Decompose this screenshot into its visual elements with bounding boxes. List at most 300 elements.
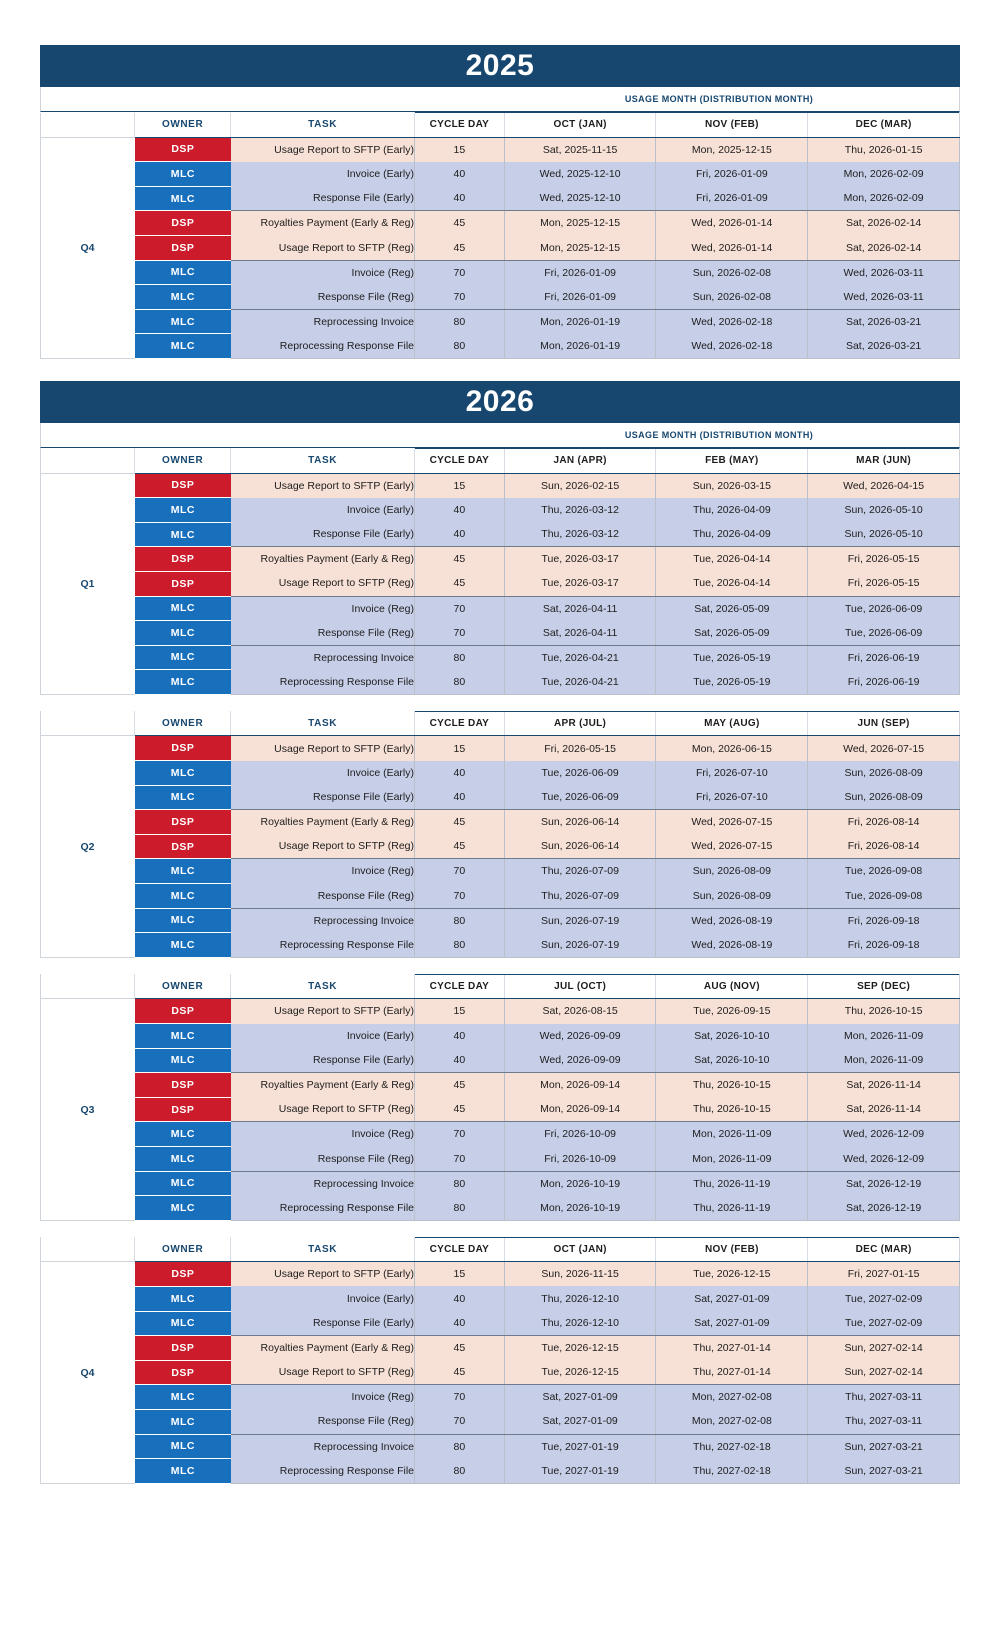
date-cell: Tue, 2026-09-08 [808, 884, 960, 909]
date-cell: Sat, 2026-11-14 [808, 1073, 960, 1098]
section-gap [0, 359, 1000, 381]
date-cell: Thu, 2026-04-09 [656, 522, 808, 547]
table-row [41, 785, 960, 810]
cycle-day-value: 40 [415, 761, 505, 786]
date-cell: Wed, 2026-04-15 [808, 473, 960, 498]
task-label: Royalties Payment (Early & Reg) [231, 547, 415, 572]
cycle-day-value: 70 [415, 596, 505, 621]
table-row [41, 859, 960, 884]
owner-tag: DSP [135, 211, 231, 236]
date-cell: Tue, 2026-06-09 [504, 785, 656, 810]
date-cell: Tue, 2026-09-08 [808, 859, 960, 884]
table-row [41, 1122, 960, 1147]
date-cell: Fri, 2026-09-18 [808, 908, 960, 933]
date-cell: Sat, 2027-01-09 [504, 1409, 656, 1434]
date-cell: Mon, 2027-02-08 [656, 1409, 808, 1434]
owner-tag: MLC [135, 1385, 231, 1410]
date-cell: Tue, 2026-12-15 [656, 1262, 808, 1287]
owner-tag: MLC [135, 1459, 231, 1484]
cycle-day-value: 45 [415, 810, 505, 835]
table-row [41, 645, 960, 670]
date-cell: Sun, 2026-05-10 [808, 498, 960, 523]
owner-tag: MLC [135, 162, 231, 187]
cycle-day-value: 80 [415, 1171, 505, 1196]
date-cell: Sun, 2026-02-08 [656, 260, 808, 285]
owner-tag: MLC [135, 285, 231, 310]
owner-tag: MLC [135, 260, 231, 285]
date-cell: Wed, 2026-12-09 [808, 1122, 960, 1147]
owner-tag: MLC [135, 884, 231, 909]
task-label: Usage Report to SFTP (Early) [231, 137, 415, 162]
date-cell: Sat, 2026-12-19 [808, 1196, 960, 1221]
column-header-month-3: DEC (MAR) [808, 1237, 960, 1262]
date-cell: Sat, 2026-05-09 [656, 621, 808, 646]
date-cell: Thu, 2027-02-18 [656, 1459, 808, 1484]
date-cell: Thu, 2026-03-12 [504, 498, 656, 523]
date-cell: Wed, 2026-01-14 [656, 211, 808, 236]
quarter-label: Q4 [41, 1262, 135, 1483]
task-label: Usage Report to SFTP (Reg) [231, 1097, 415, 1122]
table-row [41, 1097, 960, 1122]
owner-tag: DSP [135, 834, 231, 859]
date-cell: Tue, 2026-06-09 [808, 596, 960, 621]
schedule-table [40, 1237, 960, 1484]
column-header-owner: OWNER [135, 711, 231, 736]
date-cell: Fri, 2026-07-10 [656, 761, 808, 786]
date-cell: Thu, 2026-12-10 [504, 1311, 656, 1336]
table-row [41, 1171, 960, 1196]
table-row [41, 933, 960, 958]
table-row [41, 186, 960, 211]
date-cell: Tue, 2026-12-15 [504, 1336, 656, 1361]
column-header-month-2: NOV (FEB) [656, 1237, 808, 1262]
cycle-day-value: 80 [415, 645, 505, 670]
owner-tag: MLC [135, 859, 231, 884]
date-cell: Mon, 2026-02-09 [808, 162, 960, 187]
date-cell: Fri, 2026-08-14 [808, 810, 960, 835]
date-cell: Sat, 2026-02-14 [808, 211, 960, 236]
task-label: Usage Report to SFTP (Early) [231, 1262, 415, 1287]
date-cell: Wed, 2026-08-19 [656, 908, 808, 933]
date-cell: Thu, 2027-03-11 [808, 1385, 960, 1410]
table-header-row [41, 448, 960, 473]
date-cell: Wed, 2026-07-15 [808, 736, 960, 761]
task-label: Reprocessing Response File [231, 1196, 415, 1221]
date-cell: Mon, 2025-12-15 [504, 211, 656, 236]
cycle-day-value: 80 [415, 309, 505, 334]
task-label: Response File (Reg) [231, 285, 415, 310]
date-cell: Wed, 2026-09-09 [504, 1048, 656, 1073]
date-cell: Sun, 2026-08-09 [656, 884, 808, 909]
cycle-day-value: 70 [415, 1409, 505, 1434]
table-row [41, 1146, 960, 1171]
cycle-day-value: 70 [415, 260, 505, 285]
table-row [41, 522, 960, 547]
date-cell: Sun, 2027-03-21 [808, 1459, 960, 1484]
owner-tag: DSP [135, 235, 231, 260]
owner-tag: DSP [135, 547, 231, 572]
task-label: Invoice (Early) [231, 498, 415, 523]
column-header-month-2: NOV (FEB) [656, 113, 808, 138]
task-label: Usage Report to SFTP (Reg) [231, 235, 415, 260]
task-label: Usage Report to SFTP (Reg) [231, 571, 415, 596]
cycle-day-value: 45 [415, 235, 505, 260]
quarter-header-blank [41, 113, 135, 138]
column-header-owner: OWNER [135, 974, 231, 999]
table-row [41, 1360, 960, 1385]
date-cell: Tue, 2026-06-09 [504, 761, 656, 786]
table-row [41, 211, 960, 236]
date-cell: Sat, 2025-11-15 [504, 137, 656, 162]
date-cell: Mon, 2026-09-14 [504, 1097, 656, 1122]
date-cell: Sat, 2027-01-09 [504, 1385, 656, 1410]
task-label: Royalties Payment (Early & Reg) [231, 211, 415, 236]
owner-tag: MLC [135, 1146, 231, 1171]
date-cell: Thu, 2027-01-14 [656, 1336, 808, 1361]
schedule-table [40, 711, 960, 958]
task-label: Royalties Payment (Early & Reg) [231, 810, 415, 835]
owner-tag: DSP [135, 571, 231, 596]
column-header-month-1: APR (JUL) [504, 711, 656, 736]
column-header-month-3: JUN (SEP) [808, 711, 960, 736]
cycle-day-value: 80 [415, 1196, 505, 1221]
quarter-section-q4 [40, 1237, 960, 1484]
owner-tag: DSP [135, 810, 231, 835]
date-cell: Tue, 2027-01-19 [504, 1459, 656, 1484]
date-cell: Sat, 2026-08-15 [504, 999, 656, 1024]
date-cell: Fri, 2026-01-09 [504, 285, 656, 310]
task-label: Response File (Reg) [231, 1409, 415, 1434]
date-cell: Sat, 2026-02-14 [808, 235, 960, 260]
owner-tag: MLC [135, 186, 231, 211]
date-cell: Fri, 2026-06-19 [808, 670, 960, 695]
date-cell: Sun, 2026-02-15 [504, 473, 656, 498]
owner-tag: MLC [135, 1171, 231, 1196]
date-cell: Sat, 2027-01-09 [656, 1286, 808, 1311]
owner-tag: DSP [135, 1097, 231, 1122]
cycle-day-value: 40 [415, 498, 505, 523]
task-label: Response File (Reg) [231, 884, 415, 909]
table-row [41, 736, 960, 761]
date-cell: Tue, 2026-03-17 [504, 547, 656, 572]
date-cell: Thu, 2026-10-15 [808, 999, 960, 1024]
table-row [41, 810, 960, 835]
date-cell: Wed, 2026-07-15 [656, 810, 808, 835]
date-cell: Tue, 2026-04-14 [656, 547, 808, 572]
cycle-day-value: 45 [415, 1336, 505, 1361]
owner-tag: DSP [135, 137, 231, 162]
date-cell: Wed, 2026-08-19 [656, 933, 808, 958]
task-label: Response File (Early) [231, 1311, 415, 1336]
cycle-day-value: 70 [415, 1385, 505, 1410]
date-cell: Fri, 2026-01-09 [656, 162, 808, 187]
task-label: Usage Report to SFTP (Early) [231, 736, 415, 761]
owner-tag: MLC [135, 761, 231, 786]
date-cell: Sat, 2026-03-21 [808, 334, 960, 359]
column-header-task: TASK [231, 1237, 415, 1262]
quarter-section-q4 [40, 87, 960, 359]
date-cell: Sat, 2026-03-21 [808, 309, 960, 334]
usage-month-label: USAGE MONTH (DISTRIBUTION MONTH) [624, 429, 814, 440]
task-label: Royalties Payment (Early & Reg) [231, 1336, 415, 1361]
table-row [41, 1311, 960, 1336]
table-row [41, 1434, 960, 1459]
date-cell: Sun, 2026-05-10 [808, 522, 960, 547]
date-cell: Fri, 2026-05-15 [808, 547, 960, 572]
column-header-owner: OWNER [135, 448, 231, 473]
cycle-day-value: 80 [415, 670, 505, 695]
task-label: Invoice (Reg) [231, 260, 415, 285]
date-cell: Tue, 2027-02-09 [808, 1311, 960, 1336]
owner-tag: DSP [135, 999, 231, 1024]
column-header-month-1: JUL (OCT) [504, 974, 656, 999]
cycle-day-value: 45 [415, 1073, 505, 1098]
date-cell: Wed, 2026-12-09 [808, 1146, 960, 1171]
owner-tag: MLC [135, 1311, 231, 1336]
cycle-day-value: 15 [415, 1262, 505, 1287]
column-header-owner: OWNER [135, 113, 231, 138]
column-header-month-1: OCT (JAN) [504, 1237, 656, 1262]
cycle-day-value: 40 [415, 186, 505, 211]
column-header-owner: OWNER [135, 1237, 231, 1262]
cycle-day-value: 45 [415, 834, 505, 859]
cycle-day-value: 70 [415, 285, 505, 310]
task-label: Invoice (Early) [231, 1024, 415, 1049]
owner-tag: MLC [135, 933, 231, 958]
quarter-section-q3 [40, 974, 960, 1221]
date-cell: Wed, 2026-02-18 [656, 334, 808, 359]
schedule-table [40, 112, 960, 359]
cycle-day-value: 40 [415, 1311, 505, 1336]
owner-tag: MLC [135, 522, 231, 547]
table-row [41, 1286, 960, 1311]
quarter-section-q1 [40, 423, 960, 695]
task-label: Usage Report to SFTP (Early) [231, 999, 415, 1024]
cycle-day-value: 15 [415, 137, 505, 162]
owner-tag: MLC [135, 309, 231, 334]
cycle-day-value: 45 [415, 547, 505, 572]
date-cell: Fri, 2026-10-09 [504, 1146, 656, 1171]
date-cell: Thu, 2026-07-09 [504, 859, 656, 884]
table-row [41, 235, 960, 260]
owner-tag: MLC [135, 1409, 231, 1434]
column-header-month-3: SEP (DEC) [808, 974, 960, 999]
usage-month-label: USAGE MONTH (DISTRIBUTION MONTH) [624, 94, 814, 104]
section-gap [0, 1221, 1000, 1237]
date-cell: Thu, 2026-10-15 [656, 1073, 808, 1098]
table-row [41, 571, 960, 596]
date-cell: Fri, 2026-05-15 [504, 736, 656, 761]
column-header-month-2: FEB (MAY) [656, 448, 808, 473]
date-cell: Sun, 2027-03-21 [808, 1434, 960, 1459]
date-cell: Sat, 2026-10-10 [656, 1048, 808, 1073]
date-cell: Fri, 2027-01-15 [808, 1262, 960, 1287]
date-cell: Wed, 2026-09-09 [504, 1024, 656, 1049]
date-cell: Mon, 2026-01-19 [504, 334, 656, 359]
quarter-header-blank [41, 974, 135, 999]
date-cell: Mon, 2026-11-09 [808, 1024, 960, 1049]
date-cell: Thu, 2026-04-09 [656, 498, 808, 523]
table-row [41, 1385, 960, 1410]
column-header-cycle-day: CYCLE DAY [415, 448, 505, 473]
date-cell: Sat, 2026-05-09 [656, 596, 808, 621]
usage-month-band [40, 87, 960, 112]
date-cell: Mon, 2026-10-19 [504, 1196, 656, 1221]
date-cell: Thu, 2027-03-11 [808, 1409, 960, 1434]
schedule-table [40, 448, 960, 695]
quarter-header-blank [41, 448, 135, 473]
owner-tag: DSP [135, 1360, 231, 1385]
date-cell: Mon, 2027-02-08 [656, 1385, 808, 1410]
date-cell: Sat, 2026-11-14 [808, 1097, 960, 1122]
table-row [41, 334, 960, 359]
table-row [41, 1024, 960, 1049]
quarter-header-blank [41, 711, 135, 736]
date-cell: Fri, 2026-10-09 [504, 1122, 656, 1147]
owner-tag: MLC [135, 621, 231, 646]
date-cell: Tue, 2026-09-15 [656, 999, 808, 1024]
table-row [41, 761, 960, 786]
column-header-month-1: OCT (JAN) [504, 113, 656, 138]
date-cell: Sun, 2026-08-09 [656, 859, 808, 884]
owner-tag: DSP [135, 1262, 231, 1287]
task-label: Invoice (Reg) [231, 1122, 415, 1147]
table-row [41, 547, 960, 572]
date-cell: Wed, 2025-12-10 [504, 162, 656, 187]
cycle-day-value: 80 [415, 1459, 505, 1484]
task-label: Usage Report to SFTP (Reg) [231, 834, 415, 859]
date-cell: Sat, 2026-12-19 [808, 1171, 960, 1196]
task-label: Invoice (Early) [231, 761, 415, 786]
date-cell: Sun, 2027-02-14 [808, 1336, 960, 1361]
date-cell: Tue, 2026-04-21 [504, 645, 656, 670]
owner-tag: MLC [135, 670, 231, 695]
task-label: Reprocessing Invoice [231, 1171, 415, 1196]
date-cell: Sat, 2026-04-11 [504, 621, 656, 646]
date-cell: Mon, 2026-11-09 [808, 1048, 960, 1073]
cycle-day-value: 45 [415, 211, 505, 236]
task-label: Reprocessing Response File [231, 933, 415, 958]
table-row [41, 1459, 960, 1484]
date-cell: Sun, 2026-06-14 [504, 810, 656, 835]
task-label: Reprocessing Invoice [231, 1434, 415, 1459]
column-header-task: TASK [231, 711, 415, 736]
task-label: Invoice (Reg) [231, 859, 415, 884]
table-row [41, 162, 960, 187]
top-spacer [0, 0, 1000, 45]
cycle-day-value: 70 [415, 859, 505, 884]
task-label: Response File (Reg) [231, 621, 415, 646]
date-cell: Mon, 2026-11-09 [656, 1122, 808, 1147]
table-row [41, 670, 960, 695]
owner-tag: MLC [135, 645, 231, 670]
cycle-day-value: 45 [415, 571, 505, 596]
date-cell: Fri, 2026-05-15 [808, 571, 960, 596]
column-header-cycle-day: CYCLE DAY [415, 113, 505, 138]
cycle-day-value: 15 [415, 999, 505, 1024]
table-row [41, 1048, 960, 1073]
cycle-day-value: 40 [415, 162, 505, 187]
date-cell: Sat, 2026-10-10 [656, 1024, 808, 1049]
quarter-header-blank [41, 1237, 135, 1262]
column-header-cycle-day: CYCLE DAY [415, 1237, 505, 1262]
date-cell: Mon, 2026-11-09 [656, 1146, 808, 1171]
cycle-day-value: 15 [415, 736, 505, 761]
column-header-task: TASK [231, 448, 415, 473]
date-cell: Wed, 2026-02-18 [656, 309, 808, 334]
date-cell: Thu, 2026-03-12 [504, 522, 656, 547]
date-cell: Sun, 2026-07-19 [504, 933, 656, 958]
task-label: Response File (Early) [231, 186, 415, 211]
date-cell: Wed, 2025-12-10 [504, 186, 656, 211]
cycle-day-value: 45 [415, 1097, 505, 1122]
owner-tag: MLC [135, 785, 231, 810]
task-label: Response File (Early) [231, 1048, 415, 1073]
owner-tag: DSP [135, 473, 231, 498]
owner-tag: MLC [135, 1048, 231, 1073]
date-cell: Wed, 2026-03-11 [808, 260, 960, 285]
date-cell: Thu, 2027-01-14 [656, 1360, 808, 1385]
table-header-row [41, 113, 960, 138]
date-cell: Mon, 2025-12-15 [656, 137, 808, 162]
table-row [41, 498, 960, 523]
date-cell: Sat, 2027-01-09 [656, 1311, 808, 1336]
cycle-day-value: 80 [415, 334, 505, 359]
date-cell: Fri, 2026-01-09 [656, 186, 808, 211]
cycle-day-value: 40 [415, 1048, 505, 1073]
usage-month-band [40, 423, 960, 448]
date-cell: Wed, 2026-01-14 [656, 235, 808, 260]
task-label: Reprocessing Invoice [231, 309, 415, 334]
table-row [41, 1196, 960, 1221]
owner-tag: MLC [135, 908, 231, 933]
task-label: Usage Report to SFTP (Early) [231, 473, 415, 498]
cycle-day-value: 40 [415, 522, 505, 547]
cycle-day-value: 70 [415, 1122, 505, 1147]
cycle-day-value: 80 [415, 933, 505, 958]
table-row [41, 1073, 960, 1098]
date-cell: Mon, 2026-09-14 [504, 1073, 656, 1098]
year-banner: 2025 [40, 45, 960, 87]
date-cell: Sun, 2026-03-15 [656, 473, 808, 498]
date-cell: Thu, 2026-10-15 [656, 1097, 808, 1122]
section-gap [0, 958, 1000, 974]
owner-tag: MLC [135, 1122, 231, 1147]
table-row [41, 596, 960, 621]
owner-tag: MLC [135, 1286, 231, 1311]
date-cell: Wed, 2026-03-11 [808, 285, 960, 310]
column-header-month-3: DEC (MAR) [808, 113, 960, 138]
date-cell: Sun, 2026-07-19 [504, 908, 656, 933]
date-cell: Tue, 2027-01-19 [504, 1434, 656, 1459]
date-cell: Mon, 2026-02-09 [808, 186, 960, 211]
section-gap [0, 695, 1000, 711]
date-cell: Fri, 2026-01-09 [504, 260, 656, 285]
date-cell: Tue, 2026-04-21 [504, 670, 656, 695]
date-cell: Sun, 2026-06-14 [504, 834, 656, 859]
task-label: Royalties Payment (Early & Reg) [231, 1073, 415, 1098]
date-cell: Fri, 2026-06-19 [808, 645, 960, 670]
cycle-day-value: 70 [415, 1146, 505, 1171]
task-label: Invoice (Reg) [231, 596, 415, 621]
owner-tag: DSP [135, 1073, 231, 1098]
schedule-table [40, 974, 960, 1221]
cycle-day-value: 15 [415, 473, 505, 498]
column-header-month-2: MAY (AUG) [656, 711, 808, 736]
date-cell: Thu, 2026-01-15 [808, 137, 960, 162]
date-cell: Tue, 2026-04-14 [656, 571, 808, 596]
task-label: Reprocessing Response File [231, 334, 415, 359]
